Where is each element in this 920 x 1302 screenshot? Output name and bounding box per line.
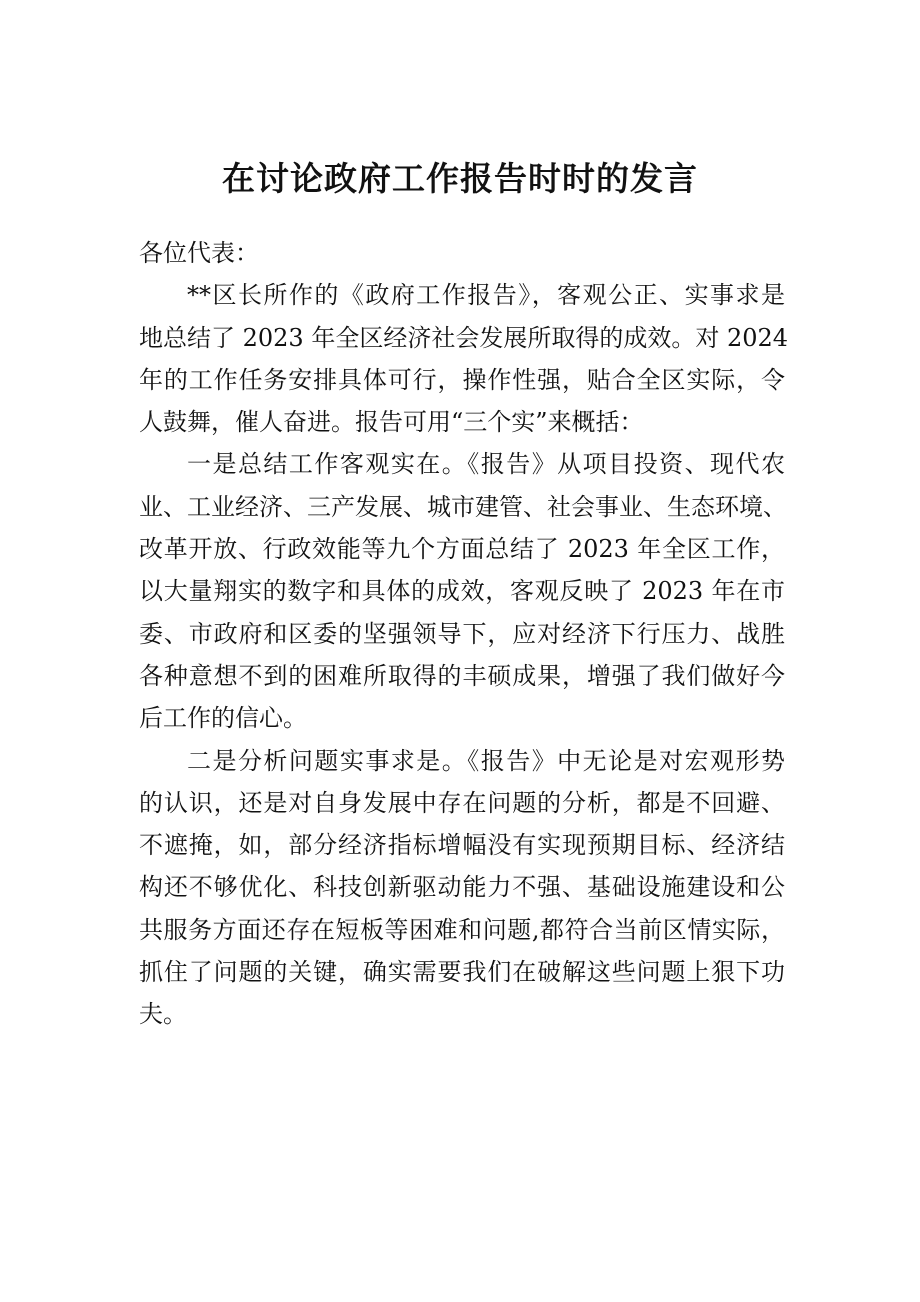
salutation: 各位代表： [139,239,259,267]
paragraph-3-line-2: 的认识，还是对自身发展中存在问题的分析，都是不回避、 [139,788,785,817]
paragraph-3-line-6: 抓住了问题的关键，确实需要我们在破解这些问题上狠下功 [139,958,785,987]
paragraph-2-line-6: 各种意想不到的困难所取得的丰硕成果，增强了我们做好今 [139,661,785,690]
paragraph-3-line-7: 夫。 [139,1000,187,1029]
paragraph-3-line-3: 不遮掩，如，部分经济指标增幅没有实现预期目标、经济结 [139,831,785,860]
paragraph-3-line-5: 共服务方面还存在短板等困难和问题,都符合当前区情实际， [139,915,785,944]
paragraph-1-line-2: 地总结了 2023 年全区经济社会发展所取得的成效。对 2024 [139,323,789,352]
paragraph-3-line-4: 构还不够优化、科技创新驱动能力不强、基础设施建设和公 [139,873,785,902]
paragraph-2-line-7: 后工作的信心。 [139,704,307,733]
paragraph-2-line-3: 改革开放、行政效能等九个方面总结了 2023 年全区工作， [139,535,785,564]
paragraph-1-line-3: 年的工作任务安排具体可行，操作性强，贴合全区实际，令 [139,365,785,394]
paragraph-2-line-4: 以大量翔实的数字和具体的成效，客观反映了 2023 年在市 [139,577,785,606]
paragraph-1-line-4: 人鼓舞，催人奋进。报告可用“三个实”来概括： [139,408,644,437]
document-body [139,232,789,1036]
paragraph-1-line-1: **区长所作的《政府工作报告》，客观公正、实事求是 [187,281,785,310]
document-title: 在讨论政府工作报告时时的发言 [222,159,698,198]
paragraph-3-line-1: 二是分析问题实事求是。《报告》中无论是对宏观形势 [187,746,785,775]
paragraph-2-line-5: 委、市政府和区委的坚强领导下，应对经济下行压力、战胜 [139,619,785,648]
paragraph-2-line-2: 业、工业经济、三产发展、城市建管、社会事业、生态环境、 [139,492,787,521]
paragraph-2-line-1: 一是总结工作客观实在。《报告》从项目投资、现代农 [187,450,785,479]
